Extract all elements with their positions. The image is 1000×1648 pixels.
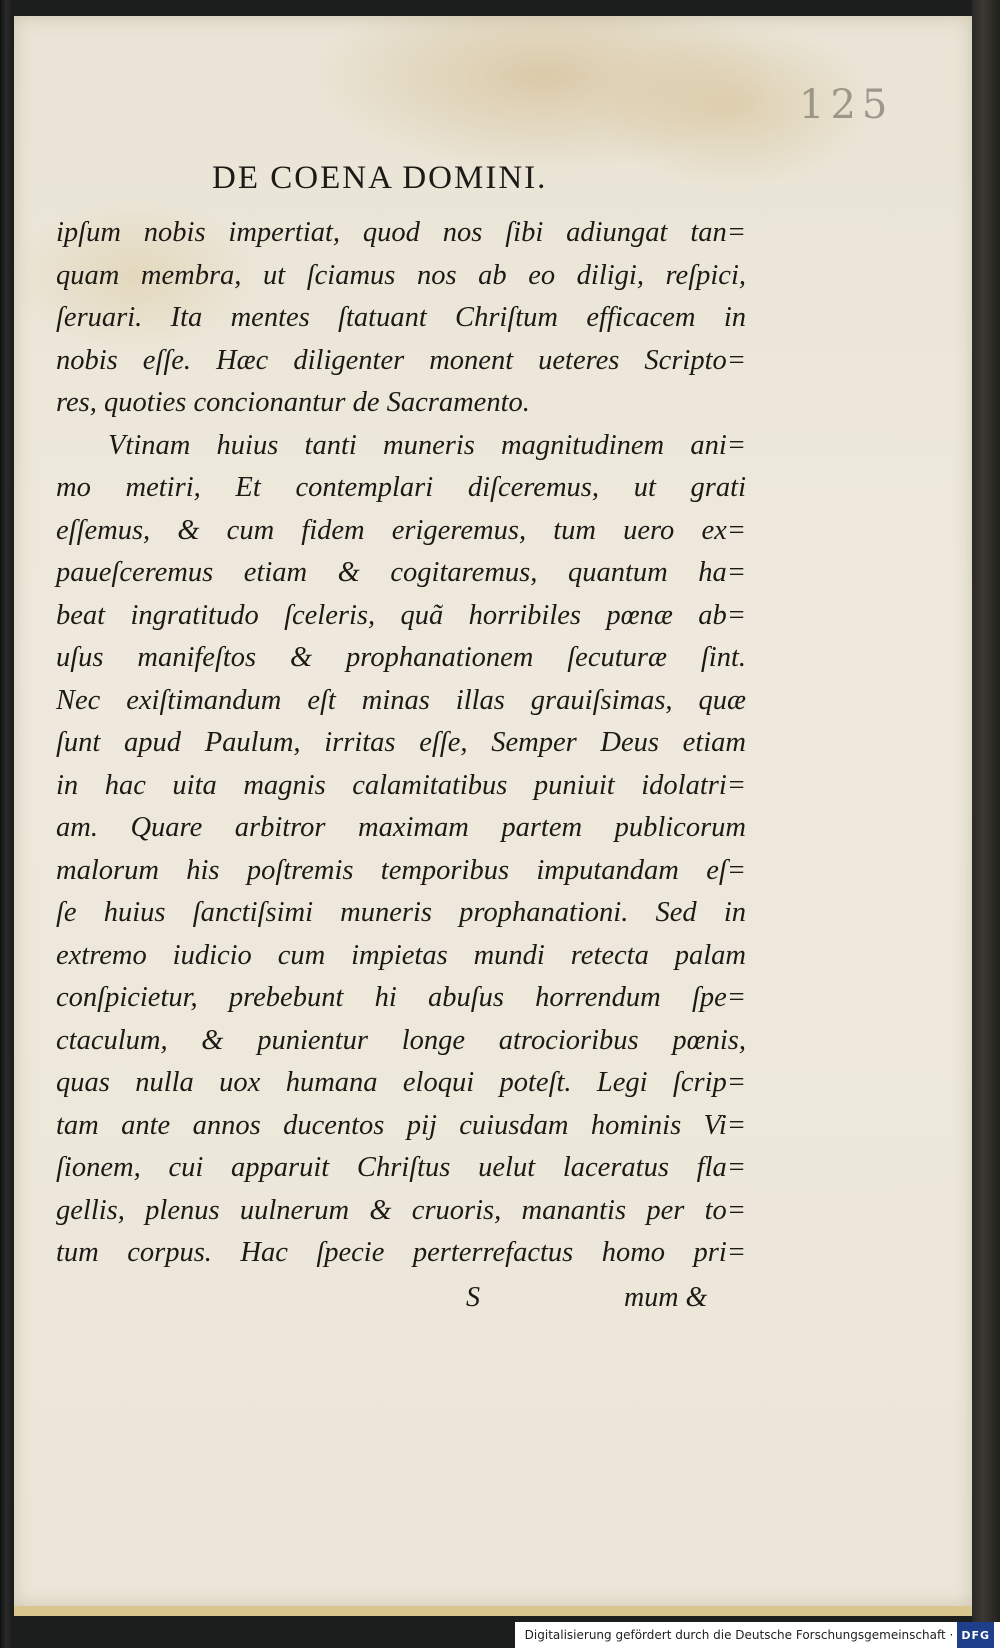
- text-line: am. Quare arbitror maximam partem publicorum: [56, 812, 746, 843]
- scan-edge: [972, 0, 1000, 1648]
- book-page: [14, 16, 978, 1616]
- text-line: ſe huius ſanctiſsimi muneris prophanationi. Sed in: [56, 897, 746, 928]
- running-head: DE COENA DOMINI.: [212, 160, 548, 196]
- text-line: tum corpus. Hac ſpecie perterrefactus homo pri=: [56, 1237, 746, 1268]
- folio-number: 125: [799, 82, 894, 128]
- text-line: malorum his poſtremis temporibus imputandam eſ=: [56, 854, 746, 886]
- text-line: quam membra, ut ſciamus nos ab eo diligi, reſpici,: [56, 259, 746, 291]
- funding-footer: [515, 1622, 1000, 1648]
- text-line: paueſceremus etiam & cogitaremus, quantum ha=: [56, 557, 746, 588]
- text-line: Nec exiſtimandum eſt minas illas grauiſsimas, quæ: [56, 684, 746, 716]
- text-line: ſunt apud Paulum, irritas eſſe, Semper Deus etiam: [56, 727, 746, 758]
- text-line: beat ingratitudo ſceleris, quã horribiles pœnæ ab=: [56, 599, 746, 631]
- dfg-logo-icon: DFG: [957, 1622, 994, 1648]
- text-line: uſus manifeſtos & prophanationem ſecuturæ ſint.: [56, 642, 746, 673]
- text-line: mo metiri, Et contemplari diſceremus, ut grati: [56, 472, 746, 503]
- text-line: res, quoties concionantur de Sacramento.: [56, 387, 530, 418]
- text-line: Vtinam huius tanti muneris magnitudinem ani=: [108, 429, 746, 461]
- text-line: ſionem, cui apparuit Chriſtus uelut laceratus fla=: [56, 1152, 746, 1183]
- text-line: nobis eſſe. Hæc diligenter monent ueteres Scripto=: [56, 344, 746, 376]
- footer-text: Digitalisierung gefördert durch die Deutsche Forschungsgemeinschaft ·: [524, 1628, 954, 1642]
- body-text: [56, 212, 746, 1275]
- text-line: eſſemus, & cum fidem erigeremus, tum uero ex=: [56, 514, 746, 546]
- text-line: quas nulla uox humana eloqui poteſt. Legi ſcrip=: [56, 1067, 746, 1098]
- text-line: extremo iudicio cum impietas mundi retecta palam: [56, 939, 746, 971]
- text-line: ipſum nobis impertiat, quod nos ſibi adiungat tan=: [56, 217, 746, 248]
- text-line: ſeruari. Ita mentes ſtatuant Chriſtum efficacem in: [56, 302, 746, 333]
- text-line: conſpicietur, prebebunt hi abuſus horrendum ſpe=: [56, 982, 746, 1013]
- text-line: in hac uita magnis calamitatibus puniuit idolatri=: [56, 769, 746, 801]
- catchword: mum &: [624, 1282, 708, 1313]
- text-line: gellis, plenus uulnerum & cruoris, manantis per to=: [56, 1194, 746, 1226]
- text-line: ctaculum, & punientur longe atrocioribus pœnis,: [56, 1024, 746, 1056]
- signature-mark: S: [466, 1282, 480, 1313]
- text-line: tam ante annos ducentos pij cuiusdam hominis Vi=: [56, 1109, 746, 1141]
